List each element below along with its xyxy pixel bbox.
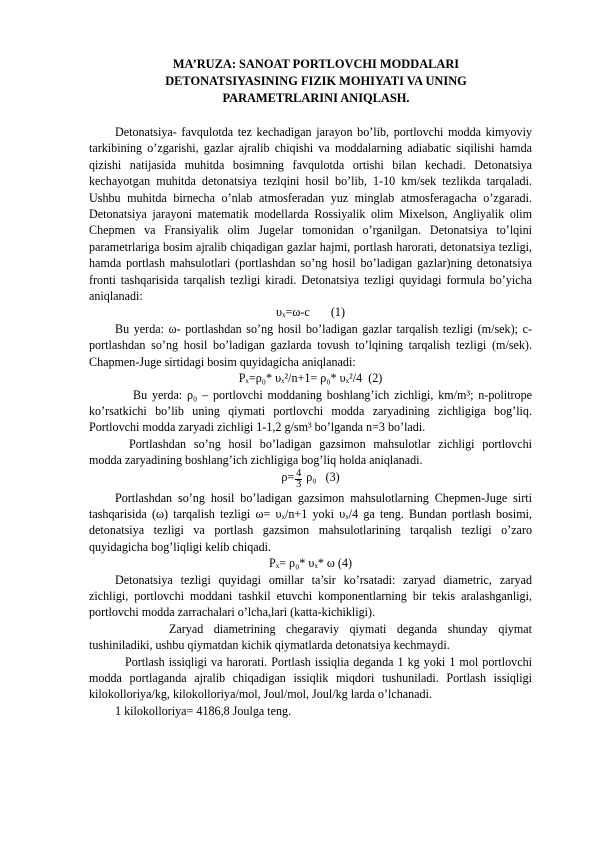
formula-4: Pₓ= ρ₀* υₓ* ω (4) xyxy=(268,556,353,571)
document-body xyxy=(89,124,532,719)
title-line-1: MA’RUZA: SANOAT PORTLOVCHI MODDALARI xyxy=(172,57,460,71)
formula-3 xyxy=(89,469,532,490)
title-line-3: PARAMETRLARINI ANIQLASH. xyxy=(222,91,410,105)
formula-3-right: ρ₀ (3) xyxy=(303,469,340,484)
formula-3-fraction xyxy=(295,469,302,490)
paragraph-velocity-factors: Detonatsiya tezligi quyidagi omillar ta’sir ko’rsatadi: zaryad diametric, zaryad zichligi, portlovchi moddani tashkil etuvchi komponentlarning bir tekis aralashganligi, portlovchi modda zarrachalari o’lcha,lari (katta-kichikligi). xyxy=(89,572,532,620)
lecture-title xyxy=(96,56,536,107)
paragraph-formula-1-explanation: Bu yerda: ω- portlashdan so’ng hosil bo’ladigan gazlar tarqalish tezligi (m/sek); c- portlashdan so’ng hosil bo’ladigan gazlarda tovush to’lqining tarqalish tezligi (m/sek). Chapmen-Juge sirtidagi bosim quyidagicha aniqlanadi: xyxy=(89,321,532,369)
paragraph-formula-2-explanation: Bu yerda: ρ₀ – portlovchi moddaning boshlang’ich zichligi, km/m³; n-politrope ko’rsatkichi bo’lib uning qiymati portlovchi modda zaryadining zichligiga bog’liq. Portlovchi modda zaryadi zichligi 1-1,2 g/sm³ bo’lganda n=3 bo’ladi. xyxy=(89,387,532,435)
paragraph-explosion-heat: Portlash issiqligi va harorati. Portlash issiqlia deganda 1 kg yoki 1 mol portlovchi modda portlaganda ajralib chiqadigan issiqlik miqdori tushuniladi. Portlash issiqligi kilokolloriya/kg, kilokolloriya/mol, Joul/mol, Joul/kg larda o’lchanadi. xyxy=(89,654,532,702)
paragraph-detonation-intro: Detonatsiya- favqulotda tez kechadigan jarayon bo’lib, portlovchi modda kimyoviy tarkibining o’zgarishi, gazlar ajralib chiqishi va moddalarning adiabatic siqilishi hamda qizishi natijasida muhitda bosimning favqulotda ortishi bilan kechadi. Detonatsiya kechayotgan muhitda detonatsiya tezlqini hosil bo’lib, 1-10 km/sek tezlikda tarqaladi. Ushbu muhitda birnecha o’nlab atmosferadan yuz minglab atmosferagacha o’zgaradi. Detonatsiya jarayoni matematik modellarda Rossiyalik olim Mixelson, Angliyalik olim Chepmen va Fransiyalik olim Jugelar tomonidan o’rganilgan. Detonatsiya to’lqini parametrlariga bosim ajralib chiqadigan gazlar hajmi, portlash harorati, detonatsiya tezligi, hamda portlash mahsulotlari (portlashdan so’ng hosil bo’ladigan gazlar)ning detonatsiya fronti tashqarisida tarqalish tezligi kiradi. Detonatsiya tezligi quyidagi formula bo’yicha aniqlanadi: xyxy=(89,125,532,304)
formula-2: Pₓ=ρ₀* υₓ²/n+1= ρ₀* υₓ²/4 (2) xyxy=(238,371,383,386)
fraction-numerator: 4 xyxy=(296,467,302,479)
paragraph-gas-density: Portlashdan so’ng hosil bo’ladigan gazsimon mahsulotlar zichligi portlovchi modda zaryadining boshlang’ich zichligiga bog’liq holda aniqlanadi. xyxy=(89,436,532,468)
paragraph-kilocalorie: 1 kilokolloriya= 4186,8 Joulga teng. xyxy=(115,703,292,718)
paragraph-critical-diameter: Zaryad diametrining chegaraviy qiymati deganda shunday qiymat tushiniladiki, ushbu qiymatdan kichik qiymatlarda detonatsiya kechmaydi. xyxy=(89,621,532,653)
paragraph-gas-velocity: Portlashdan so’ng hosil bo’ladigan gazsimon mahsulotlarning Chepmen-Juge sirti tashqarisida (ω) tarqalish tezligi ω= υₓ/n+1 yoki υₓ/4 ga teng. Bundan portlash bosimi, detonatsiya tezligi va portlash gazsimon mahsulotlarining tarqalish tezligi o’zaro quyidagicha bog’liqligi kelib chiqadi. xyxy=(89,490,532,554)
title-line-2: DETONATSIYASINING FIZIK MOHIYATI VA UNING xyxy=(165,74,467,88)
fraction-denominator: 3 xyxy=(296,478,302,490)
formula-1: υₓ=ω-c (1) xyxy=(276,305,345,320)
formula-3-left: ρ= xyxy=(281,469,295,484)
